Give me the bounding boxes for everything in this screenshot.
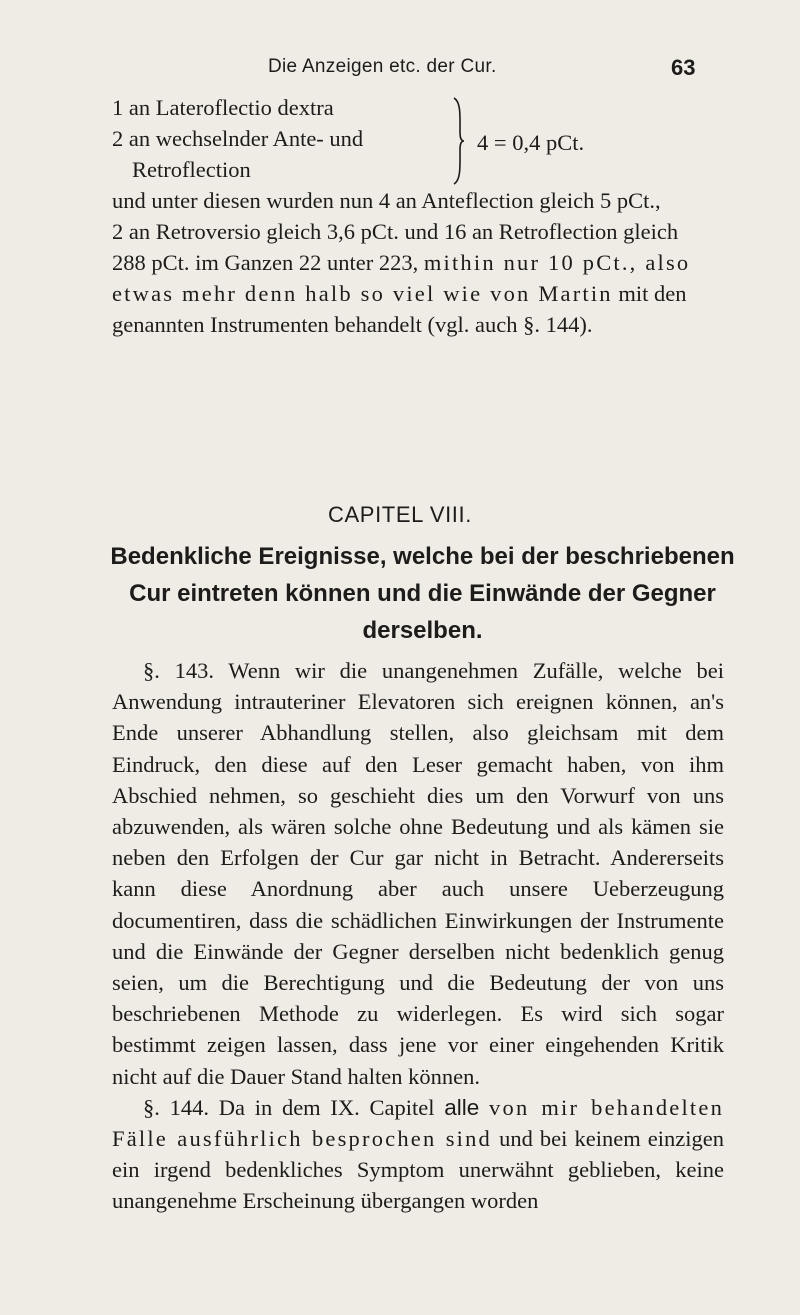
chapter-body xyxy=(112,655,724,1217)
paragraph-text: §. 144. Da in dem IX. Capitel xyxy=(143,1094,435,1120)
curly-brace-icon xyxy=(451,96,465,186)
emphasized-text: mithin nur 10 pCt., also xyxy=(423,250,691,275)
stat-line-retroflection: Retroflection xyxy=(132,157,251,182)
chapter-label: CAPITEL VIII. xyxy=(328,502,472,527)
emphasized-text: von mir behandelten Fälle ausführlich besprochen sind xyxy=(112,1094,725,1152)
emphasized-text: etwas mehr denn halb so viel wie von Martin xyxy=(112,281,613,306)
paragraph-text: und bei keinem einzigen ein irgend bedenkliches Symptom unerwähnt geblieben, keine unangenehme Erscheinung übergangen worden xyxy=(112,1126,724,1214)
stat-line-wechselnder: 2 an wechselnder Ante- und xyxy=(112,126,364,151)
paragraph-line: 2 an Retroversio gleich 3,6 pCt. und 16 an Retroflection gleich xyxy=(112,219,679,244)
paragraph-section-144 xyxy=(112,1092,724,1217)
paragraph-line xyxy=(112,248,690,278)
paragraph-line: und unter diesen wurden nun 4 an Anteflection gleich 5 pCt., xyxy=(112,188,661,213)
stat-line-lateroflectio: 1 an Lateroflectio dextra xyxy=(112,95,334,120)
page-number: 63 xyxy=(671,55,696,80)
running-head xyxy=(0,56,800,86)
paragraph-line: genannten Instrumenten behandelt (vgl. auch §. 144). xyxy=(112,312,593,337)
chapter-title: Bedenkliche Ereignisse, welche bei der beschriebenen Cur eintreten können und die Einwände der Gegner derselben. xyxy=(110,543,735,644)
stat-total-value: 4 = 0,4 pCt. xyxy=(477,130,585,155)
paragraph-line xyxy=(112,279,687,309)
emphasized-word: alle xyxy=(444,1094,480,1120)
paragraph-text: mit den xyxy=(618,281,687,306)
paragraph-text: 288 pCt. im Ganzen 22 unter 223, xyxy=(112,250,419,275)
running-head-title: Die Anzeigen etc. der Cur. xyxy=(268,56,497,77)
paragraph-section-143: §. 143. Wenn wir die unangenehmen Zufälle, welche bei Anwendung intrauteriner Elevatoren sich ereignen können, an's Ende unserer Abhandlung stellen, also gleichsam mit dem Eindruck, den diese auf den Leser gemacht haben, von ihm Abschied nehmen, so geschieht dies um den Vorwurf von uns abzuwenden, als wären solche ohne Bedeutung und als kämen sie neben den Erfolgen der Cur gar nicht in Betracht. Andererseits kann diese Anordnung aber auch unsere Ueberzeugung documentiren, dass die schädlichen Einwirkungen der Instrumente und die Einwände der Gegner derselben nicht bedenklich genug seien, um die Berechtigung und die Bedeutung der von uns beschriebenen Methode zu widerlegen. Es wird sich sogar bestimmt zeigen lassen, dass jene vor einer eingehenden Kritik nicht auf die Dauer Stand halten können. xyxy=(112,658,724,1089)
